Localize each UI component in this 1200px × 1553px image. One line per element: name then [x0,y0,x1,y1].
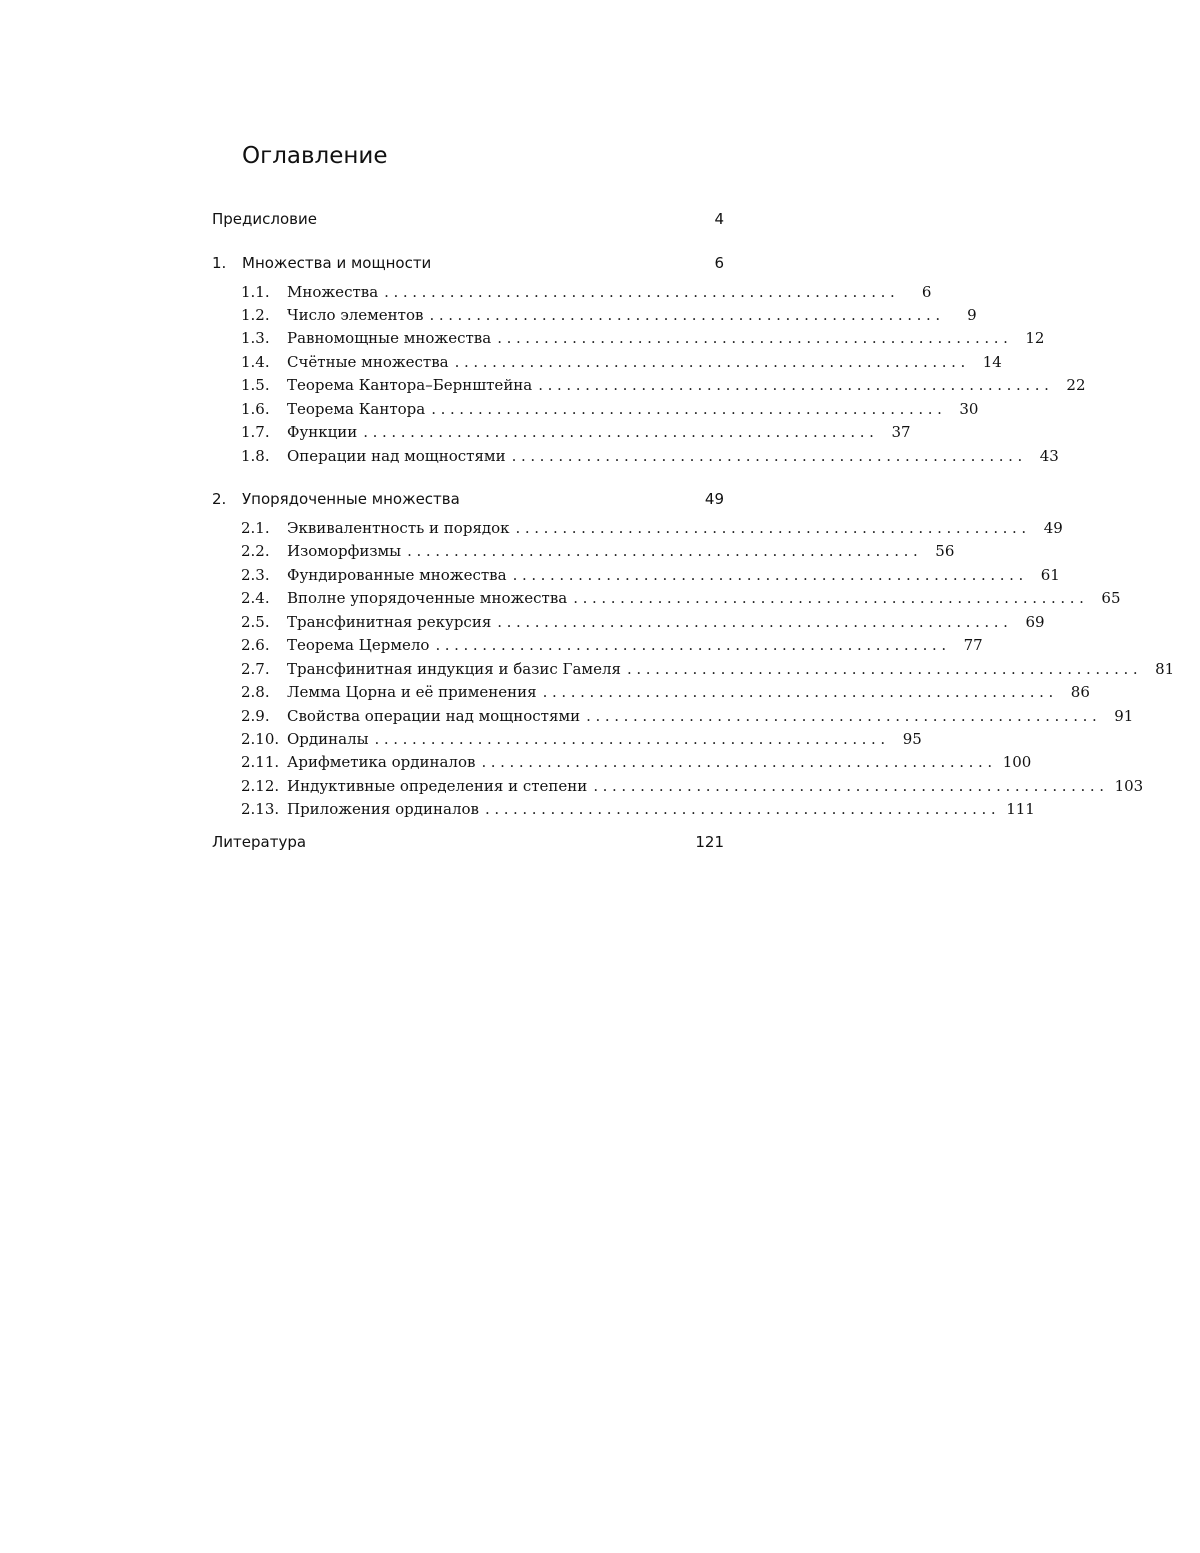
toc-entry-label: Вполне упорядоченные множества [287,589,568,607]
toc-entry-label: Лемма Цорна и её применения [287,683,537,701]
toc-entry-label: Функции [287,423,358,441]
toc-entry-number: 1.8. [241,447,270,465]
toc-entry-number: 1.5. [241,376,270,394]
toc-entry-label: Множества и мощности [242,254,432,272]
toc-entry-label: Литература [212,833,307,851]
toc-entry-label: Теорема Кантора–Бернштейна [287,376,533,394]
toc-page-number: 121 [695,833,724,851]
toc-entry-label: Фундированные множества [287,566,507,584]
toc-entry-section[interactable] [241,281,932,303]
dot-leader: ....................................................... [593,777,1109,795]
toc-entry-label: Приложения ординалов [287,800,479,818]
toc-entry-section[interactable] [241,304,977,326]
dot-leader: ....................................................... [511,447,1027,465]
toc-page-number: 81 [1155,660,1175,678]
toc-entry-label: Счётные множества [287,353,449,371]
toc-page-number: 22 [1066,376,1086,394]
toc-page-number: 43 [1039,447,1059,465]
toc-entry-number: 2.1. [241,519,270,537]
toc-entry-number: 1.7. [241,423,270,441]
toc-entry-section[interactable] [241,634,983,656]
toc-entry-label: Операции над мощностями [287,447,506,465]
toc-entry-number: 2.12. [241,777,280,795]
toc-entry-number: 1. [212,254,227,272]
toc-entry-label: Трансфинитная рекурсия [287,613,492,631]
toc-page-number: 56 [935,542,955,560]
dot-leader: ....................................................... [626,660,1143,678]
toc-entry-number: 2.11. [241,753,280,771]
toc-page-number: 77 [963,636,983,654]
toc-entry-section[interactable] [241,611,1045,633]
toc-entry-number: 2.10. [241,730,280,748]
toc-entry-number: 1.3. [241,329,270,347]
toc-entry-label: Трансфинитная индукция и базис Гамеля [287,660,621,678]
toc-entry-section[interactable] [241,705,1134,727]
toc-entry-bibliography[interactable] [212,831,724,853]
toc-entry-label: Упорядоченные множества [242,490,460,508]
toc-entry-section[interactable] [241,351,1002,373]
dot-leader: ....................................................... [407,542,923,560]
toc-entry-section[interactable] [241,775,1144,797]
toc-entry-number: 1.6. [241,400,270,418]
toc-page-number: 6 [714,254,724,272]
toc-entry-label: Арифметика ординалов [287,753,476,771]
toc-page-number: 30 [959,400,979,418]
dot-leader: ....................................................... [481,753,997,771]
toc-page-number: 103 [1114,777,1144,795]
toc-entry-section[interactable] [241,445,1059,467]
toc-entry-label: Теорема Цермело [287,636,430,654]
toc-entry-section[interactable] [241,751,1032,773]
toc-entry-label: Ординалы [287,730,369,748]
toc-entry-section[interactable] [241,728,922,750]
toc-entry-label: Эквивалентность и порядок [287,519,510,537]
dot-leader: ....................................................... [542,683,1058,701]
toc-page-number: 65 [1101,589,1121,607]
dot-leader: ....................................................... [497,613,1013,631]
toc-entry-preface[interactable] [212,208,724,230]
toc-entry-label: Изоморфизмы [287,542,402,560]
toc-entry-label: Свойства операции над мощностями [287,707,581,725]
toc-entry-number: 2.9. [241,707,270,725]
toc-entry-number: 2.2. [241,542,270,560]
toc-entry-section[interactable] [241,398,979,420]
toc-entry-number: 1.4. [241,353,270,371]
toc-entry-number: 2.8. [241,683,270,701]
toc-entry-label: Предисловие [212,210,317,228]
toc-page-number: 86 [1070,683,1090,701]
toc-page-number: 49 [1043,519,1063,537]
toc-entry-label: Число элементов [287,306,424,324]
toc-entry-label: Индуктивные определения и степени [287,777,588,795]
toc-entry-section[interactable] [241,374,1086,396]
page-title: Оглавление [242,143,388,169]
toc-page-number: 49 [704,490,724,508]
toc-page-number: 4 [714,210,724,228]
dot-leader: ....................................................... [497,329,1013,347]
dot-leader: ....................................................... [538,376,1054,394]
toc-page-number: 6 [921,283,932,301]
toc-page-number: 37 [891,423,911,441]
toc-entry-number: 2. [212,490,227,508]
dot-leader: ....................................................... [512,566,1028,584]
dot-leader: ....................................................... [384,283,900,301]
toc-entry-number: 2.6. [241,636,270,654]
toc-entry-section[interactable] [241,540,955,562]
toc-entry-section[interactable] [241,658,1175,680]
toc-entry-section[interactable] [241,327,1045,349]
toc-entry-number: 2.4. [241,589,270,607]
toc-entry-number: 2.13. [241,800,280,818]
dot-leader: ....................................................... [484,800,1001,818]
toc-entry-section[interactable] [241,517,1063,539]
toc-entry-label: Теорема Кантора [287,400,426,418]
dot-leader: ....................................................... [374,730,890,748]
toc-entry-number: 2.5. [241,613,270,631]
toc-page-number: 14 [982,353,1002,371]
toc-page-number: 12 [1025,329,1045,347]
toc-entry-section[interactable] [241,587,1121,609]
dot-leader: ....................................................... [435,636,951,654]
toc-entry-number: 2.3. [241,566,270,584]
toc-page-number: 111 [1006,800,1035,818]
toc-page-number: 95 [902,730,922,748]
dot-leader: ....................................................... [573,589,1089,607]
toc-entry-number: 1.2. [241,306,270,324]
toc-entry-section[interactable] [241,564,1060,586]
toc-entry-number: 2.7. [241,660,270,678]
dot-leader: ....................................................... [515,519,1031,537]
toc-page-number: 61 [1040,566,1060,584]
dot-leader: ....................................................... [586,707,1102,725]
toc-page-number: 100 [1002,753,1032,771]
dot-leader: ....................................................... [363,423,879,441]
toc-page-number: 9 [967,306,977,324]
dot-leader: ....................................................... [431,400,947,418]
toc-entry-chapter-2[interactable] [212,488,724,510]
toc-entry-label: Множества [287,283,379,301]
toc-entry-label: Равномощные множества [287,329,492,347]
toc-entry-section[interactable] [241,681,1090,703]
dot-leader: ....................................................... [454,353,970,371]
toc-page-number: 69 [1025,613,1045,631]
dot-leader: ....................................................... [429,306,945,324]
toc-entry-number: 1.1. [241,283,270,301]
toc-entry-chapter-1[interactable] [212,252,724,274]
toc-entry-section[interactable] [241,798,1035,820]
toc-page-number: 91 [1114,707,1134,725]
toc-entry-section[interactable] [241,421,911,443]
